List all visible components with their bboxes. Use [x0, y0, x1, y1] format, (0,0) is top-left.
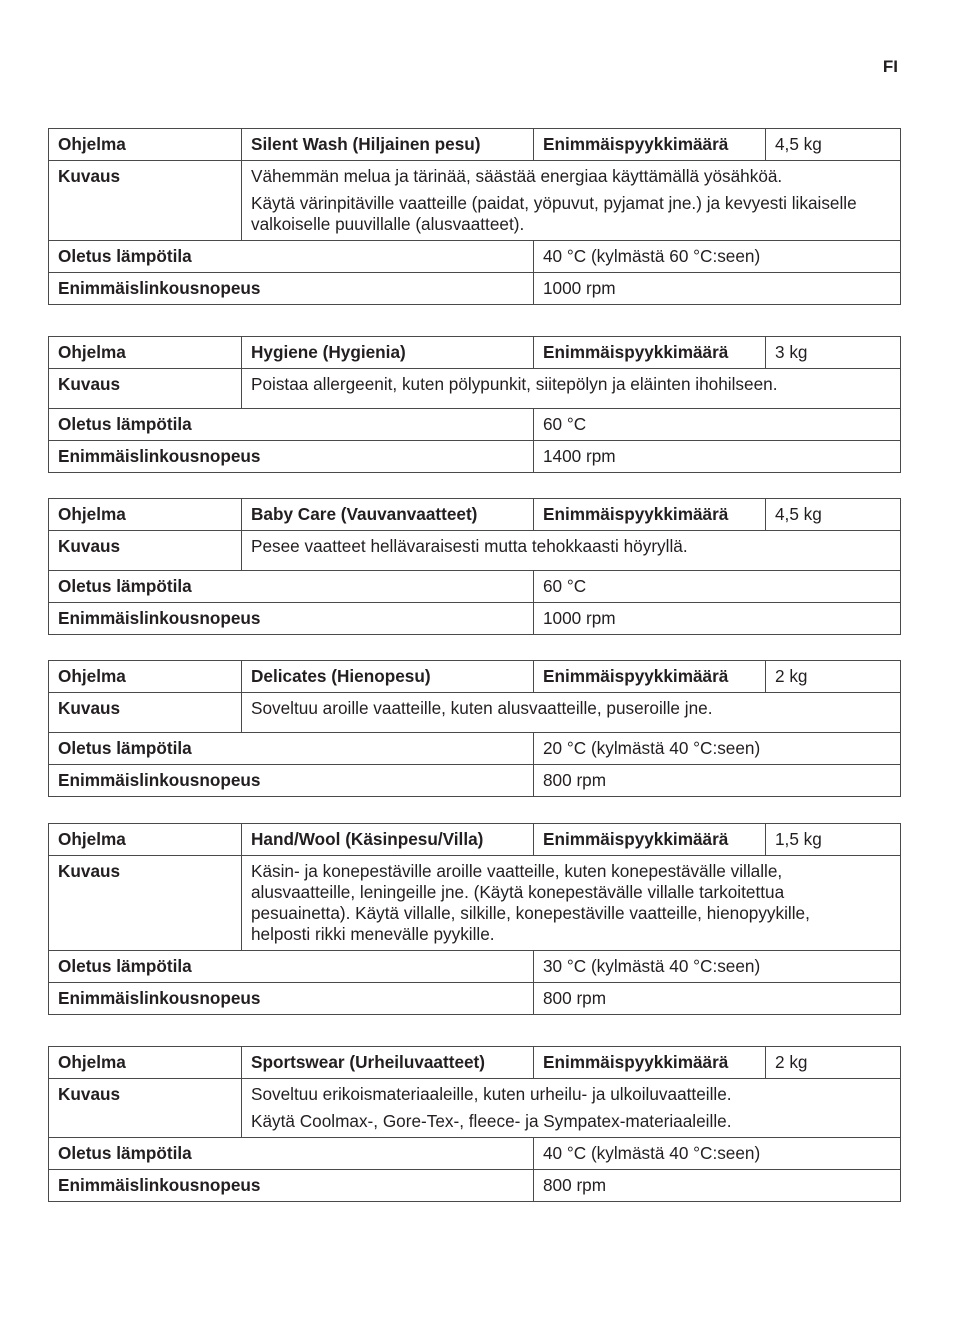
description-cell — [242, 531, 901, 571]
description-row — [49, 531, 901, 571]
program-table — [48, 128, 901, 305]
max-spin-value: 1400 rpm — [534, 441, 901, 473]
default-temp-label: Oletus lämpötila — [49, 571, 534, 603]
program-table — [48, 660, 901, 797]
description-row — [49, 161, 901, 241]
max-load-label: Enimmäispyykkimäärä — [534, 661, 766, 693]
description-text: Soveltuu aroille vaatteille, kuten alusvaatteille, puseroille jne. — [251, 698, 713, 718]
description-label: Kuvaus — [49, 161, 242, 241]
description-row — [49, 369, 901, 409]
max-spin-label: Enimmäislinkousnopeus — [49, 441, 534, 473]
description-row — [49, 1079, 901, 1138]
program-name: Hand/Wool (Käsinpesu/Villa) — [242, 824, 534, 856]
spin-row — [49, 1170, 901, 1202]
description-text: Pesee vaatteet hellävaraisesti mutta tehokkaasti höyryllä. — [251, 536, 688, 556]
max-load-label: Enimmäispyykkimäärä — [534, 337, 766, 369]
program-row — [49, 1047, 901, 1079]
program-name: Sportswear (Urheiluvaatteet) — [242, 1047, 534, 1079]
max-spin-value: 1000 rpm — [534, 603, 901, 635]
max-load-value: 1,5 kg — [766, 824, 901, 856]
program-name: Hygiene (Hygienia) — [242, 337, 534, 369]
default-temp-label: Oletus lämpötila — [49, 733, 534, 765]
program-label: Ohjelma — [49, 1047, 242, 1079]
description-cell — [242, 1079, 901, 1138]
description-text: Käytä värinpitäville vaatteille (paidat, yöpuvut, pyjamat jne.) ja kevyesti likaiselle valkoiselle puuvillalle (alusvaatteet). — [251, 193, 857, 234]
max-spin-label: Enimmäislinkousnopeus — [49, 1170, 534, 1202]
program-label: Ohjelma — [49, 824, 242, 856]
description-text: Vähemmän melua ja tärinää, säästää energiaa käyttämällä yösähköä. — [251, 166, 783, 186]
max-spin-value: 800 rpm — [534, 765, 901, 797]
default-temp-value: 60 °C — [534, 571, 901, 603]
default-temp-value: 40 °C (kylmästä 60 °C:seen) — [534, 241, 901, 273]
program-label: Ohjelma — [49, 129, 242, 161]
max-load-label: Enimmäispyykkimäärä — [534, 824, 766, 856]
spin-row — [49, 603, 901, 635]
temperature-row — [49, 241, 901, 273]
program-row — [49, 824, 901, 856]
program-row — [49, 337, 901, 369]
description-label: Kuvaus — [49, 369, 242, 409]
program-row — [49, 129, 901, 161]
max-spin-value: 800 rpm — [534, 1170, 901, 1202]
default-temp-label: Oletus lämpötila — [49, 241, 534, 273]
spin-row — [49, 441, 901, 473]
program-name: Silent Wash (Hiljainen pesu) — [242, 129, 534, 161]
program-table — [48, 823, 901, 1015]
program-label: Ohjelma — [49, 661, 242, 693]
max-spin-value: 800 rpm — [534, 983, 901, 1015]
max-load-label: Enimmäispyykkimäärä — [534, 1047, 766, 1079]
temperature-row — [49, 1138, 901, 1170]
program-row — [49, 661, 901, 693]
description-cell — [242, 856, 901, 951]
max-spin-label: Enimmäislinkousnopeus — [49, 765, 534, 797]
temperature-row — [49, 733, 901, 765]
default-temp-label: Oletus lämpötila — [49, 951, 534, 983]
spin-row — [49, 273, 901, 305]
max-spin-value: 1000 rpm — [534, 273, 901, 305]
default-temp-value: 30 °C (kylmästä 40 °C:seen) — [534, 951, 901, 983]
default-temp-label: Oletus lämpötila — [49, 409, 534, 441]
program-name: Delicates (Hienopesu) — [242, 661, 534, 693]
program-table — [48, 336, 901, 473]
program-table — [48, 498, 901, 635]
max-spin-label: Enimmäislinkousnopeus — [49, 603, 534, 635]
max-load-label: Enimmäispyykkimäärä — [534, 499, 766, 531]
max-spin-label: Enimmäislinkousnopeus — [49, 273, 534, 305]
language-code: FI — [882, 57, 898, 76]
description-label: Kuvaus — [49, 693, 242, 733]
program-table — [48, 1046, 901, 1202]
description-text: Käsin- ja konepestäville aroille vaatteille, kuten konepestävälle villalle, alusvaatteille, leningeille jne. (Käytä konepestävälle villalle tarkoitettua pesuainetta). Käytä villalle, silkille, konepestäville vaatteille, hienopyykille, helposti rikki menevälle pyykille. — [251, 861, 810, 944]
description-label: Kuvaus — [49, 856, 242, 951]
max-load-value: 2 kg — [766, 661, 901, 693]
default-temp-value: 20 °C (kylmästä 40 °C:seen) — [534, 733, 901, 765]
description-row — [49, 856, 901, 951]
default-temp-label: Oletus lämpötila — [49, 1138, 534, 1170]
program-name: Baby Care (Vauvanvaatteet) — [242, 499, 534, 531]
max-spin-label: Enimmäislinkousnopeus — [49, 983, 534, 1015]
description-row — [49, 693, 901, 733]
default-temp-value: 40 °C (kylmästä 40 °C:seen) — [534, 1138, 901, 1170]
description-text: Soveltuu erikoismateriaaleille, kuten urheilu- ja ulkoiluvaatteille. — [251, 1084, 732, 1104]
temperature-row — [49, 409, 901, 441]
program-row — [49, 499, 901, 531]
description-label: Kuvaus — [49, 531, 242, 571]
default-temp-value: 60 °C — [534, 409, 901, 441]
description-cell — [242, 161, 901, 241]
max-load-value: 3 kg — [766, 337, 901, 369]
max-load-value: 4,5 kg — [766, 499, 901, 531]
temperature-row — [49, 571, 901, 603]
program-label: Ohjelma — [49, 499, 242, 531]
max-load-value: 4,5 kg — [766, 129, 901, 161]
max-load-value: 2 kg — [766, 1047, 901, 1079]
description-label: Kuvaus — [49, 1079, 242, 1138]
spin-row — [49, 765, 901, 797]
description-text: Käytä Coolmax-, Gore-Tex-, fleece- ja Sympatex-materiaaleille. — [251, 1111, 732, 1131]
description-cell — [242, 369, 901, 409]
spin-row — [49, 983, 901, 1015]
program-label: Ohjelma — [49, 337, 242, 369]
temperature-row — [49, 951, 901, 983]
description-cell — [242, 693, 901, 733]
description-text: Poistaa allergeenit, kuten pölypunkit, siitepölyn ja eläinten ihohilseen. — [251, 374, 778, 394]
max-load-label: Enimmäispyykkimäärä — [534, 129, 766, 161]
